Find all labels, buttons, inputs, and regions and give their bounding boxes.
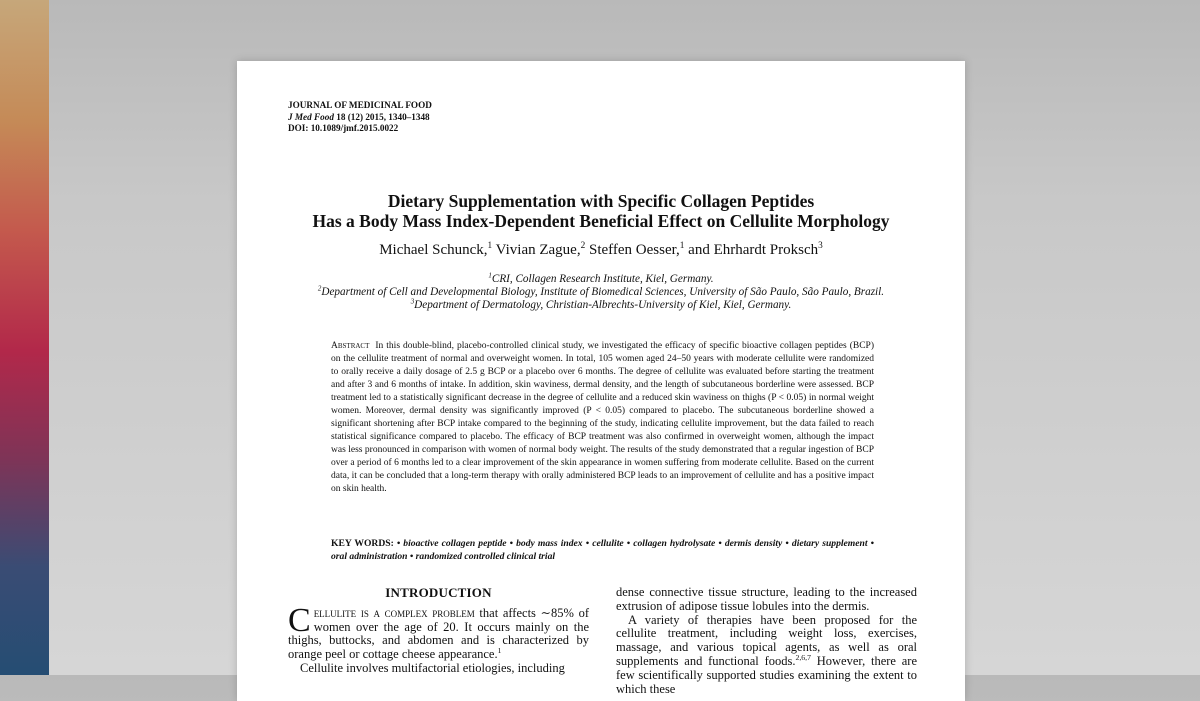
right-paragraph-2 (616, 614, 917, 697)
keywords-label: KEY WORDS: (331, 538, 394, 549)
right-paragraph-text: A variety of therapies have been proposed for the cellulite treatment, including weight loss, exercises, massage, and various topical agents, as well as oral supplements and functional foods. (616, 612, 917, 668)
journal-header (288, 100, 432, 135)
affiliation-text: CRI, Collagen Research Institute, Kiel, Germany. (491, 273, 714, 285)
body-column-left (288, 586, 589, 676)
author-affiliation-ref: 3 (818, 241, 823, 251)
right-paragraph-continuation: However, there are few scientifically supported studies examining the extent to which these (616, 653, 917, 696)
drop-cap: C (288, 601, 311, 639)
intro-paragraph-text: that affects ∼85% of women over the age of 20. It occurs mainly on the thighs, buttocks, and abdomen and is characterized by orange peel or cottage cheese appearance. (288, 605, 589, 662)
title-line-1: Dietary Supplementation with Specific Collagen Peptides (387, 191, 815, 211)
affiliation-number: 1 (488, 271, 492, 280)
keywords (331, 537, 874, 563)
affiliation-line (237, 273, 965, 286)
title-line-2: Has a Body Mass Index-Dependent Beneficial Effect on Cellulite Morphology (312, 210, 890, 231)
affiliation-text: Department of Dermatology, Christian-Albrechts-University of Kiel, Kiel, Germany. (414, 299, 792, 311)
body-column-right (616, 586, 917, 696)
paper-page (237, 61, 965, 701)
abstract-label: Abstract (331, 341, 370, 351)
intro-lead-smallcaps: ellulite is a complex problem (313, 605, 475, 620)
author-name: Michael Schunck, (379, 242, 488, 258)
journal-citation-abbrev: J Med Food (288, 111, 334, 122)
intro-paragraph-2: Cellulite involves multifactorial etiologies, including (300, 660, 565, 675)
author-affiliation-ref: 2 (580, 241, 586, 251)
abstract (331, 340, 874, 496)
journal-citation-rest: 18 (12) 2015, 1340–1348 (333, 111, 430, 122)
author-name: and Ehrhardt Proksch (688, 242, 819, 258)
article-title (237, 192, 965, 231)
author-name: Vivian Zague, (495, 242, 581, 258)
affiliation-text: Department of Cell and Developmental Biology, Institute of Biomedical Sciences, University of São Paulo, São Paulo, Brazil. (321, 286, 885, 298)
journal-doi: DOI: 10.1089/jmf.2015.0022 (288, 123, 399, 133)
affiliation-line (237, 286, 965, 299)
intro-paragraph-1 (288, 601, 589, 662)
keywords-text: • bioactive collagen peptide • body mass index • cellulite • collagen hydrolysate • dermis density • dietary supplement • oral administration • randomized controlled clinical trial (331, 538, 874, 562)
author-name: Steffen Oesser, (588, 242, 680, 258)
citation-ref: 1 (497, 646, 502, 656)
affiliation-number: 2 (317, 284, 322, 293)
journal-citation (288, 112, 432, 124)
abstract-text: In this double-blind, placebo-controlled clinical study, we investigated the efficacy of specific bioactive collagen peptides (BCP) on the cellulite treatment of normal and overweight women. In total, 105 women aged 24–50 years with moderate cellulite were randomized to orally receive a daily dosage of 2.5 g BCP or a placebo over 6 months. The degree of cellulite was evaluated before starting the treatment and after 3 and 6 months of intake. In addition, skin waviness, dermal density, and the length of subcutaneous borderline were assessed. BCP treatment led to a statistically significant decrease in the degree of cellulite and a reduced skin waviness on thighs (P < 0.05) in normal weight women. Moreover, dermal density was significantly improved (P < 0.05) compared to placebo. The subcutaneous borderline showed a significant shortening after BCP intake compared to the beginning of the study, indicating cellulite improvement, but the data failed to reach statistical significance compared to placebo. The efficacy of BCP treatment was also confirmed in overweight women, although the impact was less pronounced in comparison with women of normal body weight. The results of the study demonstrated that a regular ingestion of BCP over a period of 6 months led to a clear improvement of the skin appearance in women suffering from moderate cellulite. Based on the current data, it can be concluded that a long-term therapy with orally administered BCP leads to an improvement of cellulite and has a positive impact on skin health. (331, 341, 874, 494)
affiliation-number: 3 (410, 297, 415, 306)
background-side-strip (0, 0, 49, 675)
journal-name: JOURNAL OF MEDICINAL FOOD (288, 100, 432, 110)
affiliation-line (237, 299, 965, 312)
author-list (237, 242, 965, 259)
author-affiliation-ref: 1 (679, 241, 685, 251)
section-heading-introduction: INTRODUCTION (385, 585, 492, 600)
right-paragraph-1: dense connective tissue structure, leading to the increased extrusion of adipose tissue lobules into the dermis. (616, 585, 917, 613)
citation-ref: 2,6,7 (795, 652, 811, 662)
affiliation-list (237, 273, 965, 312)
author-affiliation-ref: 1 (487, 241, 493, 251)
